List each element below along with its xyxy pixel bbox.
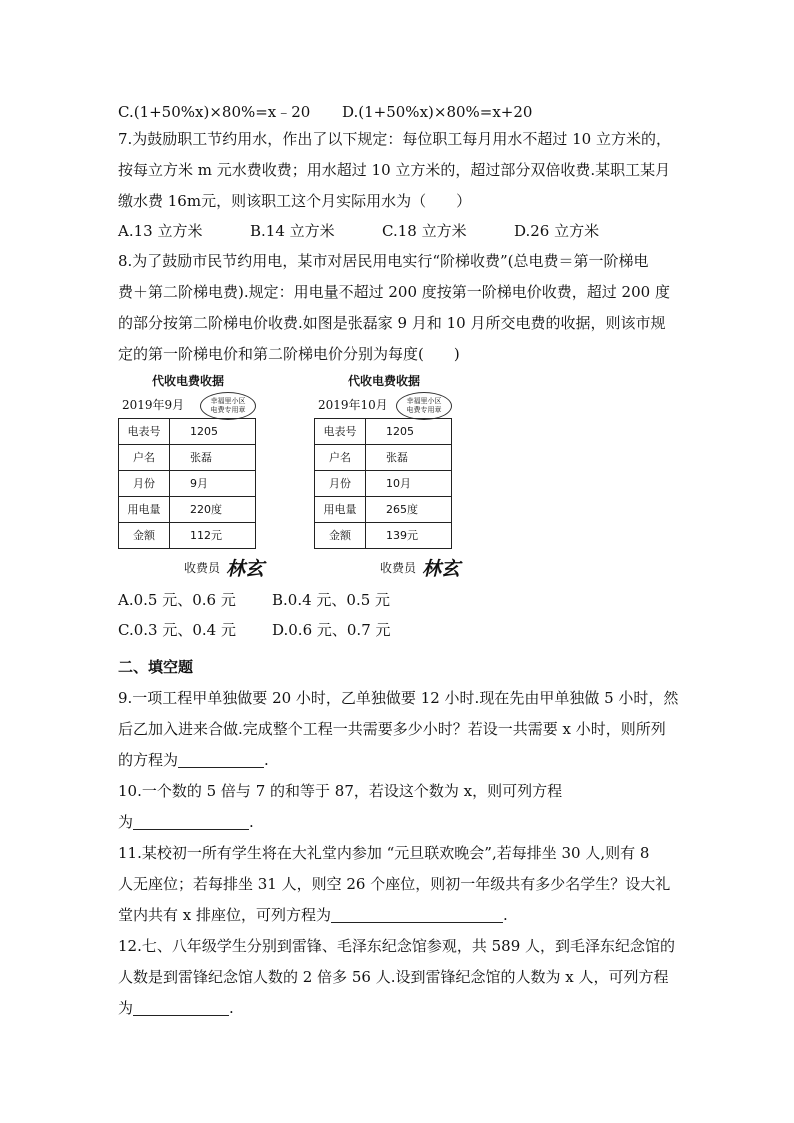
table-key: 月份 bbox=[119, 471, 170, 497]
table-key: 用电量 bbox=[315, 497, 366, 523]
receipt-date: 2019年10月 bbox=[318, 398, 388, 412]
collector bbox=[380, 558, 460, 579]
q10-line-2 bbox=[118, 807, 254, 837]
receipt-table bbox=[314, 418, 452, 549]
q8-line-3: 的部分按第二阶梯电价收费.如图是张磊家 9 月和 10 月所交电费的收据，则该市规 bbox=[118, 314, 666, 332]
table-key: 电表号 bbox=[315, 419, 366, 445]
q12-answer-blank[interactable] bbox=[133, 997, 229, 1016]
table-row bbox=[315, 497, 452, 523]
q7-options bbox=[118, 216, 599, 246]
q12-end: . bbox=[229, 999, 234, 1017]
table-key: 电表号 bbox=[119, 419, 170, 445]
table-row bbox=[119, 419, 256, 445]
table-row bbox=[119, 497, 256, 523]
q7-line-3: 缴水费 16m元，则该职工这个月实际用水为（ ） bbox=[118, 192, 472, 210]
stamp-line-1: 幸福里小区 bbox=[210, 397, 246, 405]
table-key: 用电量 bbox=[119, 497, 170, 523]
q7-option-c: C.18 立方米 bbox=[382, 222, 467, 240]
q12-line-3-text: 为 bbox=[118, 999, 134, 1017]
stamp-line-2: 电费专用章 bbox=[406, 406, 442, 414]
receipt-title: 代收电费收据 bbox=[348, 374, 421, 388]
q7-option-b: B.14 立方米 bbox=[250, 222, 335, 240]
q8-line-4: 定的第一阶梯电价和第二阶梯电价分别为每度( ) bbox=[118, 345, 460, 363]
stamp-line-1: 幸福里小区 bbox=[406, 397, 442, 405]
option-c: C.(1+50%x)×80%=x﹣20 bbox=[118, 103, 311, 121]
table-row bbox=[119, 471, 256, 497]
table-row bbox=[315, 471, 452, 497]
collector-signature: 林玄 bbox=[422, 558, 461, 580]
q11-line-1: 11.某校初一所有学生将在大礼堂内参加 “元旦联欢晚会”,若每排坐 30 人,则有 8 bbox=[118, 844, 650, 862]
receipt-october bbox=[314, 374, 464, 584]
table-value: 220度 bbox=[170, 497, 256, 523]
q7-option-d: D.26 立方米 bbox=[514, 222, 600, 240]
table-row bbox=[119, 445, 256, 471]
collector-signature: 林玄 bbox=[226, 558, 265, 580]
table-value: 139元 bbox=[366, 523, 452, 549]
table-value: 9月 bbox=[170, 471, 256, 497]
q12-line-3 bbox=[118, 993, 234, 1023]
receipt-title: 代收电费收据 bbox=[152, 374, 225, 388]
q7-option-a: A.13 立方米 bbox=[118, 222, 203, 240]
q10-line-2-text: 为 bbox=[118, 813, 134, 831]
q10-answer-blank[interactable] bbox=[133, 811, 249, 830]
q9-line-2: 后乙加入进来合做.完成整个工程一共需要多少小时？若设一共需要 x 小时，则所列 bbox=[118, 720, 666, 738]
collector-label: 收费员 bbox=[184, 561, 221, 575]
q8-options-row-1 bbox=[118, 585, 390, 615]
q10-end: . bbox=[249, 813, 254, 831]
table-value: 张磊 bbox=[170, 445, 256, 471]
table-key: 户名 bbox=[315, 445, 366, 471]
table-value: 112元 bbox=[170, 523, 256, 549]
q8-option-b: B.0.4 元、0.5 元 bbox=[272, 591, 391, 609]
q8-line-2: 费＋第二阶梯电费).规定：用电量不超过 200 度按第一阶梯电价收费，超过 200 度 bbox=[118, 283, 670, 301]
table-value: 1205 bbox=[170, 419, 256, 445]
q11-line-2: 人无座位；若每排坐 31 人，则空 26 个座位，则初一年级共有多少名学生？设大礼 bbox=[118, 875, 671, 893]
q7-line-2: 按每立方米 m 元水费收费；用水超过 10 立方米的，超过部分双倍收费.某职工某月 bbox=[118, 161, 671, 179]
q8-option-a: A.0.5 元、0.6 元 bbox=[118, 591, 236, 609]
q9-answer-blank[interactable] bbox=[178, 749, 264, 768]
q9-line-1: 9.一项工程甲单独做要 20 小时，乙单独做要 12 小时.现在先由甲单独做 5 小时，然 bbox=[118, 689, 679, 707]
q11-answer-blank[interactable] bbox=[331, 904, 503, 923]
q9-line-3 bbox=[118, 745, 269, 775]
table-row bbox=[315, 523, 452, 549]
table-key: 户名 bbox=[119, 445, 170, 471]
section-title-fill-in: 二、填空题 bbox=[118, 658, 194, 676]
q9-line-3-text: 的方程为 bbox=[118, 751, 179, 769]
receipt-stamp bbox=[200, 392, 256, 420]
collector bbox=[184, 558, 264, 579]
table-key: 月份 bbox=[315, 471, 366, 497]
table-value: 张磊 bbox=[366, 445, 452, 471]
stamp-line-2: 电费专用章 bbox=[210, 406, 246, 414]
q9-end: . bbox=[264, 751, 269, 769]
table-value: 265度 bbox=[366, 497, 452, 523]
table-value: 10月 bbox=[366, 471, 452, 497]
q11-line-3 bbox=[118, 900, 508, 930]
prev-question-options bbox=[118, 97, 532, 127]
q8-line-1: 8.为了鼓励市民节约用电，某市对居民用电实行“阶梯收费”(总电费＝第一阶梯电 bbox=[118, 252, 649, 270]
q12-line-1: 12.七、八年级学生分别到雷锋、毛泽东纪念馆参观，共 589 人，到毛泽东纪念馆的 bbox=[118, 937, 676, 955]
table-row bbox=[119, 523, 256, 549]
option-d: D.(1+50%x)×80%=x+20 bbox=[342, 103, 533, 121]
q8-options-row-2 bbox=[118, 615, 391, 645]
receipt-table bbox=[118, 418, 256, 549]
q10-line-1: 10.一个数的 5 倍与 7 的和等于 87，若设这个数为 x，则可列方程 bbox=[118, 782, 563, 800]
q11-end: . bbox=[503, 906, 508, 924]
table-key: 金额 bbox=[315, 523, 366, 549]
q12-line-2: 人数是到雷锋纪念馆人数的 2 倍多 56 人.设到雷锋纪念馆的人数为 x 人，可列方程 bbox=[118, 968, 669, 986]
collector-label: 收费员 bbox=[380, 561, 417, 575]
receipt-date: 2019年9月 bbox=[122, 398, 185, 412]
q7-line-1: 7.为鼓励职工节约用水，作出了以下规定：每位职工每月用水不超过 10 立方米的， bbox=[118, 130, 671, 148]
q8-option-c: C.0.3 元、0.4 元 bbox=[118, 621, 236, 639]
table-row bbox=[315, 419, 452, 445]
table-row bbox=[315, 445, 452, 471]
table-value: 1205 bbox=[366, 419, 452, 445]
q8-option-d: D.0.6 元、0.7 元 bbox=[272, 621, 391, 639]
q11-line-3-text: 堂内共有 x 排座位，可列方程为 bbox=[118, 906, 331, 924]
receipt-september bbox=[118, 374, 268, 584]
table-key: 金额 bbox=[119, 523, 170, 549]
receipt-stamp bbox=[396, 392, 452, 420]
